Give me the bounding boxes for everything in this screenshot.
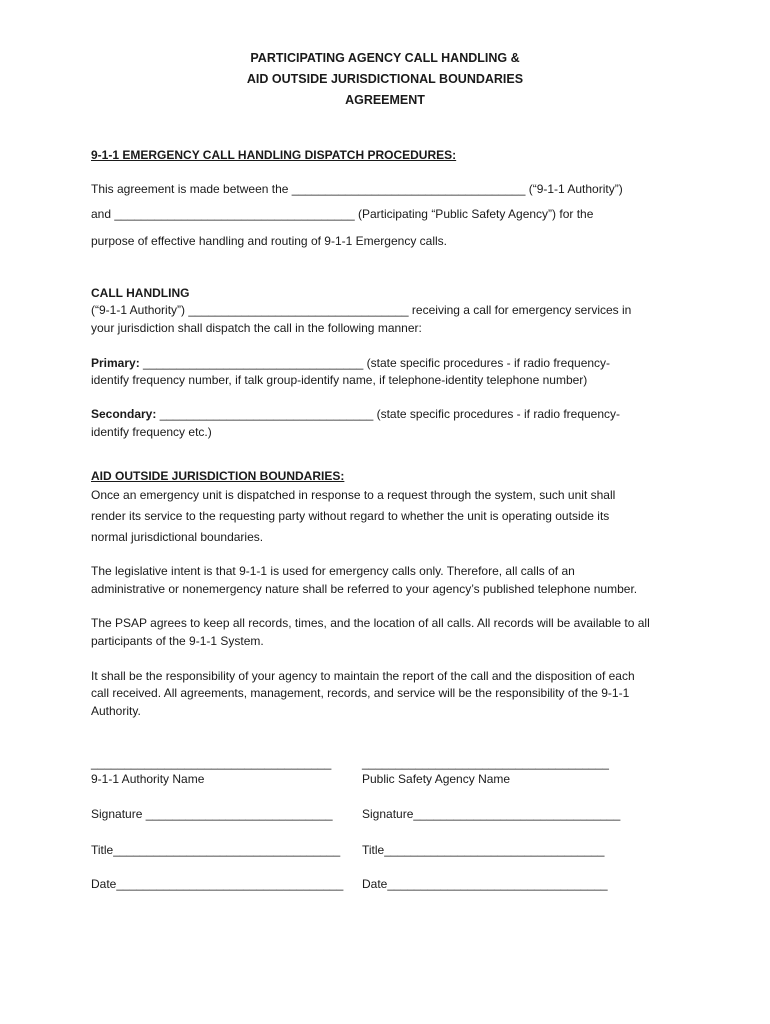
aid-paragraph-3-line-2: participants of the 9-1-1 System. [91,634,264,648]
call-handling-line-1: (“9-1-1 Authority”) _________________________________ receiving a call for emergency services in [91,303,632,317]
authority-name-blank[interactable]: ____________________________________ [91,756,332,770]
title-line-3: AGREEMENT [345,93,425,107]
purpose-line: purpose of effective handling and routing of 9-1-1 Emergency calls. [91,234,447,248]
primary-label: Primary: [91,356,140,370]
agency-date-field[interactable]: Date_________________________________ [362,877,608,891]
primary-procedure-line [91,354,610,372]
aid-paragraph-2-line-2: administrative or nonemergency nature shall be referred to your agency’s published telephone number. [91,582,638,596]
secondary-text: ________________________________ (state specific procedures - if radio frequency- [156,407,621,421]
title-line-2: AID OUTSIDE JURISDICTIONAL BOUNDARIES [246,72,524,86]
authority-signature-field[interactable]: Signature ____________________________ [91,807,333,821]
secondary-label: Secondary: [91,407,157,421]
document-title [0,48,770,111]
primary-procedure-line-2: identify frequency number, if talk group-identify name, if telephone-identity telephone number) [91,373,588,387]
section-heading-dispatch-procedures: 9-1-1 EMERGENCY CALL HANDLING DISPATCH PROCEDURES: [91,148,457,162]
aid-paragraph-1-line-3: normal jurisdictional boundaries. [91,530,264,544]
aid-paragraph-3-line-1: The PSAP agrees to keep all records, times, and the location of all calls. All records will be available to all [91,616,650,630]
authority-title-field[interactable]: Title__________________________________ [91,843,341,857]
aid-paragraph-4-line-1: It shall be the responsibility of your agency to maintain the report of the call and the disposition of each [91,669,635,683]
agency-name-blank[interactable]: _____________________________________ [362,756,609,770]
agency-signature-field[interactable]: Signature_______________________________ [362,807,621,821]
authority-name-label: 9-1-1 Authority Name [91,772,205,786]
call-handling-line-2: your jurisdiction shall dispatch the call in the following manner: [91,321,422,335]
aid-paragraph-1-line-1: Once an emergency unit is dispatched in response to a request through the system, such unit shall [91,488,616,502]
aid-paragraph-2-line-1: The legislative intent is that 9-1-1 is used for emergency calls only. Therefore, all calls of an [91,564,575,578]
agency-name-label: Public Safety Agency Name [362,772,511,786]
aid-paragraph-4-line-2: call received. All agreements, management, records, and service will be the responsibility of the 9-1-1 [91,686,630,700]
secondary-procedure-line-2: identify frequency etc.) [91,425,212,439]
primary-text: _________________________________ (state specific procedures - if radio frequency- [139,356,611,370]
secondary-procedure-line [91,405,620,423]
agency-title-field[interactable]: Title_________________________________ [362,843,605,857]
section-heading-aid-outside: AID OUTSIDE JURISDICTION BOUNDARIES: [91,469,345,483]
title-line-1: PARTICIPATING AGENCY CALL HANDLING & [250,51,520,65]
authority-date-field[interactable]: Date__________________________________ [91,877,344,891]
section-heading-call-handling: CALL HANDLING [91,286,190,300]
aid-paragraph-1-line-2: render its service to the requesting party without regard to whether the unit is operating outside its [91,509,610,523]
participating-agency-line: and ____________________________________ (Participating “Public Safety Agency”) for the [91,207,594,221]
aid-paragraph-4-line-3: Authority. [91,704,141,718]
agreement-between-line: This agreement is made between the ___________________________________ (“9-1-1 Authority”) [91,182,623,196]
